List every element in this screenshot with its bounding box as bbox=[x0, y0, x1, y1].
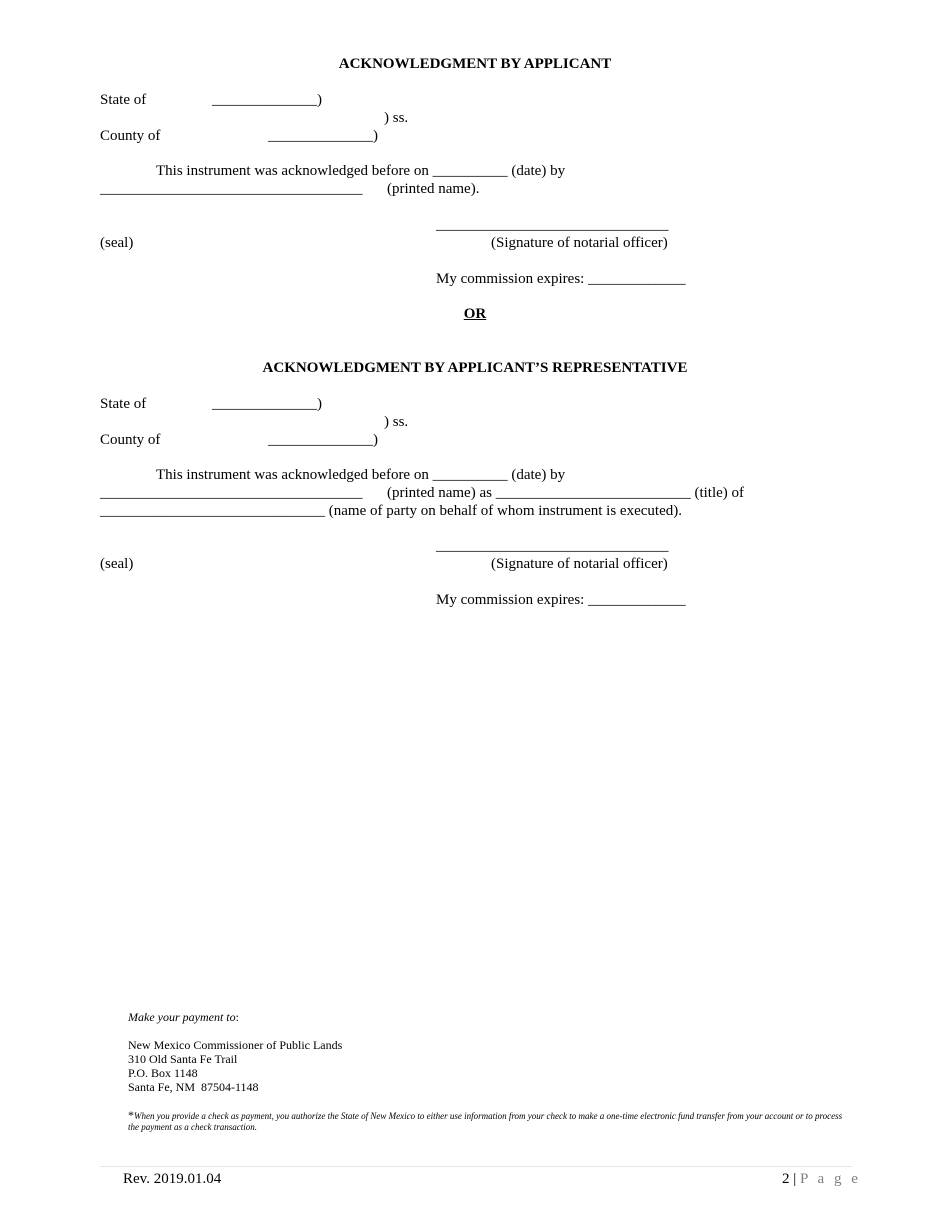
section1-heading: ACKNOWLEDGMENT BY APPLICANT bbox=[338, 56, 612, 72]
address-line-1: 310 Old Santa Fe Trail bbox=[128, 1052, 238, 1066]
commission-expires[interactable]: My commission expires: _____________ bbox=[436, 271, 686, 287]
page-separator: | bbox=[793, 1171, 797, 1187]
section2-heading: ACKNOWLEDGMENT BY APPLICANT’S REPRESENTATIVE bbox=[262, 360, 688, 376]
county-blank[interactable]: ______________) bbox=[268, 128, 378, 144]
page-label: P a g e bbox=[800, 1171, 861, 1187]
payment-intro-colon: : bbox=[235, 1010, 239, 1024]
acknowledgment-line: This instrument was acknowledged before on __________ (date) by bbox=[156, 163, 566, 179]
signature-label: (Signature of notarial officer) bbox=[491, 556, 668, 572]
commission-expires[interactable]: My commission expires: _____________ bbox=[436, 592, 686, 608]
state-blank[interactable]: ______________) bbox=[212, 396, 322, 412]
signature-label: (Signature of notarial officer) bbox=[491, 235, 668, 251]
address-line-2: P.O. Box 1148 bbox=[128, 1066, 198, 1080]
county-label: County of bbox=[100, 432, 161, 448]
ss-marker: ) ss. bbox=[384, 110, 409, 126]
address-line-3: Santa Fe, NM 87504-1148 bbox=[128, 1080, 259, 1094]
county-label: County of bbox=[100, 128, 161, 144]
page-number-value: 2 bbox=[782, 1171, 790, 1187]
payment-intro-text: Make your payment to bbox=[128, 1010, 236, 1024]
county-blank[interactable]: ______________) bbox=[268, 432, 378, 448]
seal-label: (seal) bbox=[100, 556, 134, 572]
signature-line[interactable]: _______________________________ bbox=[436, 538, 669, 554]
check-payment-notice bbox=[128, 1110, 848, 1133]
state-label: State of bbox=[100, 396, 147, 412]
state-blank[interactable]: ______________) bbox=[212, 92, 322, 108]
notice-text: When you provide a check as payment, you authorize the State of New Mexico to either use information from your check to make a one-time electronic fund transfer from your account or to process the payment as a check transaction. bbox=[128, 1111, 843, 1132]
or-divider: OR bbox=[463, 306, 487, 322]
ss-marker: ) ss. bbox=[384, 414, 409, 430]
state-label: State of bbox=[100, 92, 147, 108]
page-number bbox=[782, 1170, 861, 1188]
printed-name-title-line: (printed name) as __________________________ (title) of bbox=[387, 485, 745, 501]
printed-name-blank[interactable]: ___________________________________ bbox=[100, 181, 363, 197]
printed-name-blank[interactable]: ___________________________________ bbox=[100, 485, 363, 501]
revision-label: Rev. 2019.01.04 bbox=[123, 1171, 222, 1187]
payee-name: New Mexico Commissioner of Public Lands bbox=[128, 1038, 343, 1052]
signature-line[interactable]: _______________________________ bbox=[436, 217, 669, 233]
footer-rule bbox=[100, 1166, 852, 1167]
asterisk: * bbox=[128, 1108, 134, 1122]
party-name-line: ______________________________ (name of party on behalf of whom instrument is executed). bbox=[100, 503, 682, 519]
acknowledgment-line: This instrument was acknowledged before on __________ (date) by bbox=[156, 467, 566, 483]
seal-label: (seal) bbox=[100, 235, 134, 251]
printed-name-label: (printed name). bbox=[387, 181, 480, 197]
payment-intro bbox=[128, 1010, 239, 1024]
